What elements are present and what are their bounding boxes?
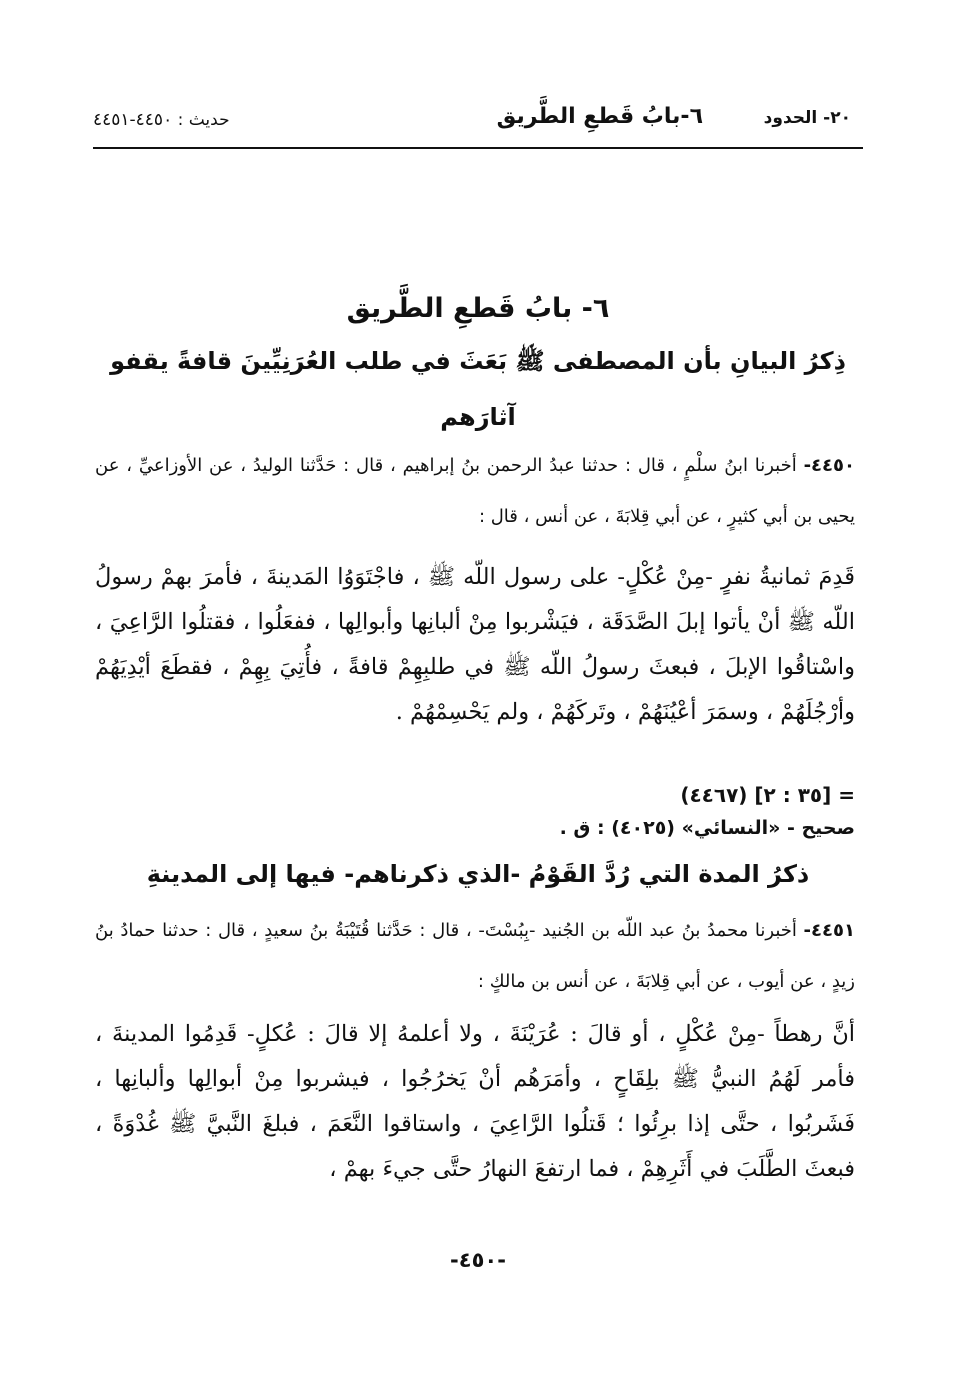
subheading-1: ذِكرُ البيانِ بأن المصطفى ﷺ بَعَثَ في طلب العُرَنِيِّينَ قافةً يقفو آثارَهم — [110, 347, 846, 431]
header-divider — [93, 147, 863, 149]
running-header — [93, 104, 863, 148]
hadith-2-number: ٤٤٥١- — [803, 920, 855, 941]
hadith-1-matn: قَدِمَ ثمانيةُ نفرٍ -مِنْ عُكْلٍ- على رسول اللّه ﷺ ، فاجْتَوَوُا المَدينةَ ، فأمرَ بهمْ رسولُ اللّه ﷺ أنْ يأتوا إبلَ الصَّدَقَة ، فيَشْربوا مِنْ ألبانِها وأبوالِها ، ففعَلُوا ، فقتلُوا الرَّاعِيَ ، واسْتاقُوا الإبلَ ، فبعثَ رسولُ اللّه ﷺ في طلبِهِمْ قافةً ، فأُتِيَ بِهِمْ ، فقطَعَ أيْدِيَهُمْ وأرْجُلَهُمْ ، وسمَرَ أعْيُنَهُمْ ، وتَركَهُمْ ، ولم يَحْسِمْهُمْ . — [95, 564, 855, 725]
header-hadith-range: حديث : ٤٤٥٠-٤٤٥١ — [93, 110, 230, 130]
hadith-1-number: ٤٤٥٠- — [803, 455, 855, 476]
hadith-1-grading: صحيح - «النسائي» (٤٠٢٥) : ق . — [559, 817, 855, 839]
hadith-2-matn: أنَّ رهطاً -مِنْ عُكْلٍ ، أو قالَ : عُرَيْنَةَ ، ولا أعلمهُ إلا قالَ : عُكلٍ- قَدِمُوا المدينةَ ، فأمر لَهُمُ النبيُّ ﷺ بلِقَاحٍ ، وأمَرَهُم أنْ يَخرُجُوا ، فيشربوا مِنْ أبوالِها وألبانِها ، فَشَربُوا ، حتَّى إذا برِئُوا ؛ قَتلُوا الرَّاعِيَ ، واستاقوا النَّعَمَ ، فبلغَ النَّبيَّ ﷺ غُدْوَةً ، فبعثَ الطَّلَبَ في أَثَرِهِمْ ، فما ارتفعَ النهارُ حتَّى جيءَ بهمْ ، — [95, 1021, 855, 1182]
chapter-title: ٦- بابُ قَطعِ الطَّريق — [346, 293, 610, 324]
page-number: -٤٥٠- — [450, 1248, 506, 1272]
subheading-2: ذكرُ المدة التي رُدَّ القَوْمُ -الذي ذكرناهم- فيها إلى المدينةِ — [146, 860, 810, 888]
hadith-1-reference: = [٣٥ : ٢] (٤٤٦٧) — [680, 783, 855, 807]
hadith-1-isnad — [95, 440, 855, 542]
hadith-1-isnad-text: أخبرنا ابنُ سلْمٍ ، قال : حدثنا عبدُ الرحمن بنُ إبراهيم ، قال : حَدَّثنا الوليدُ ، عن الأوزاعيِّ ، عن يحيى بن أبي كثيرٍ ، عن أبي قِلابَةَ ، عن أنس ، قال : — [95, 455, 855, 527]
header-chapter: ٢٠- الحدود — [763, 108, 851, 128]
header-section: ٦-بابُ قَطعِ الطَّريق — [496, 104, 703, 129]
hadith-2-isnad — [95, 905, 855, 1007]
hadith-2-isnad-text: أخبرنا محمدُ بنُ عبد اللّه بن الجُنيد -بِبُسْتَ- ، قال : حَدَّثنا قُتَيْبَةُ بنُ سعيدٍ ، قال : حدثنا حمادُ بنُ زيدٍ ، عن أيوب ، عن أبي قِلابَةَ ، عن أنس بن مالكٍ : — [95, 920, 855, 992]
